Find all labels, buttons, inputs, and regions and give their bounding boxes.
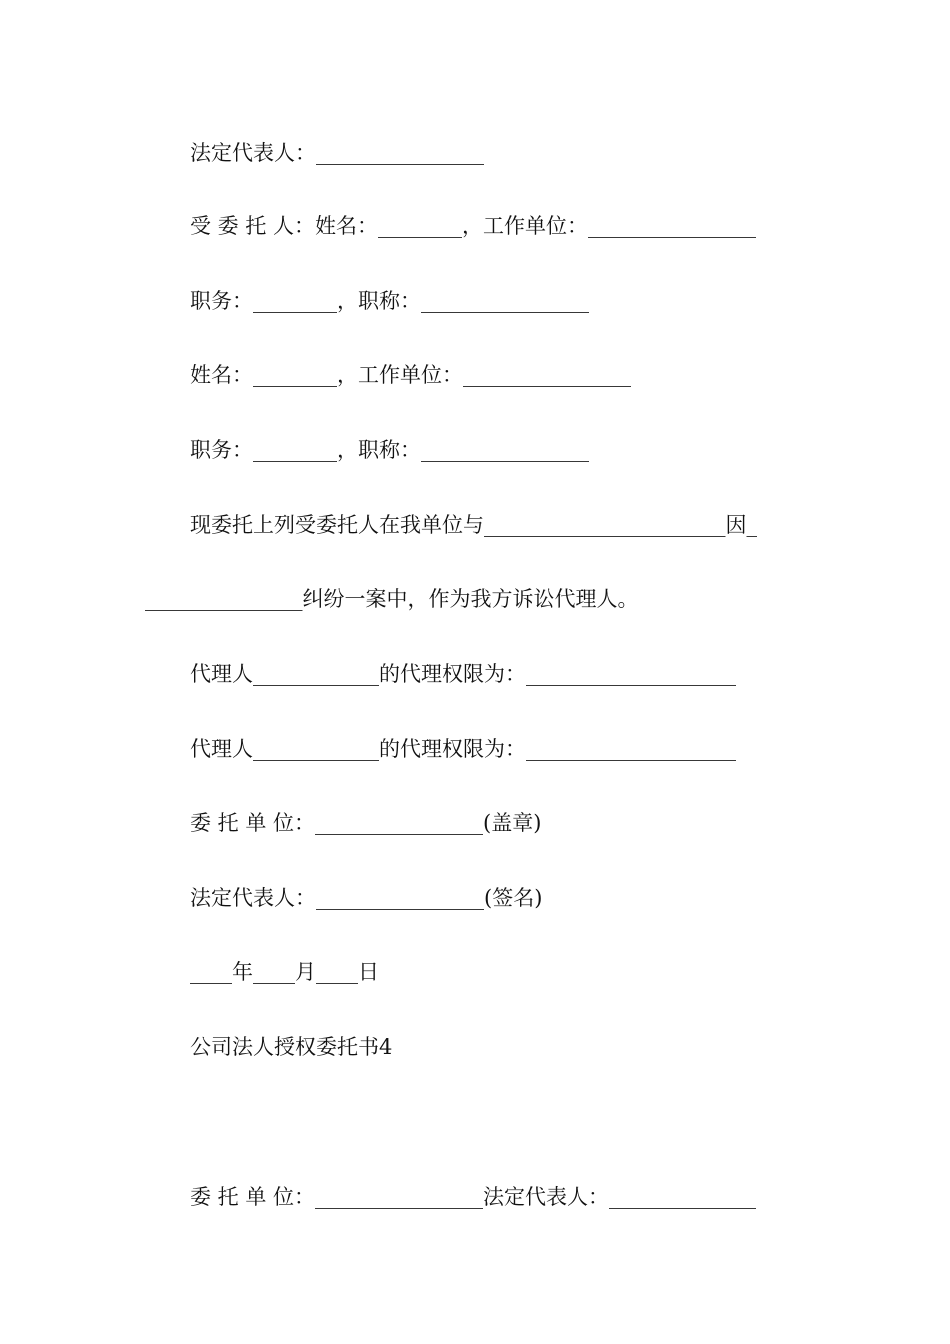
second-name-workplace-line: 姓名：________，工作单位：________________ — [190, 363, 631, 387]
legal-representative-line: 法定代表人：________________ — [190, 141, 484, 165]
agent-authority-line-1: 代理人____________的代理权限为：____________________ — [190, 662, 736, 686]
entrusting-unit-representative-line: 委 托 单 位：________________法定代表人：______________ — [190, 1185, 757, 1209]
legal-representative-signature-line: 法定代表人：________________(签名) — [190, 886, 543, 910]
entrust-statement-continued: _______________纠纷一案中，作为我方诉讼代理人。 — [145, 587, 639, 611]
entrusting-unit-seal-line: 委 托 单 位：________________(盖章) — [190, 811, 542, 835]
entrust-statement-line: 现委托上列受委托人在我单位与_______________________因_ — [190, 513, 757, 537]
trustee-name-workplace-line: 受 委 托 人：姓名：________，工作单位：________________ — [190, 214, 757, 238]
agent-authority-line-2: 代理人____________的代理权限为：____________________ — [190, 737, 736, 761]
date-line: ____年____月____日 — [190, 960, 379, 984]
second-position-title-line: 职务：________，职称：________________ — [190, 438, 589, 462]
trustee-position-title-line: 职务：________，职称：________________ — [190, 289, 589, 313]
section-heading: 公司法人授权委托书4 — [190, 1035, 393, 1059]
